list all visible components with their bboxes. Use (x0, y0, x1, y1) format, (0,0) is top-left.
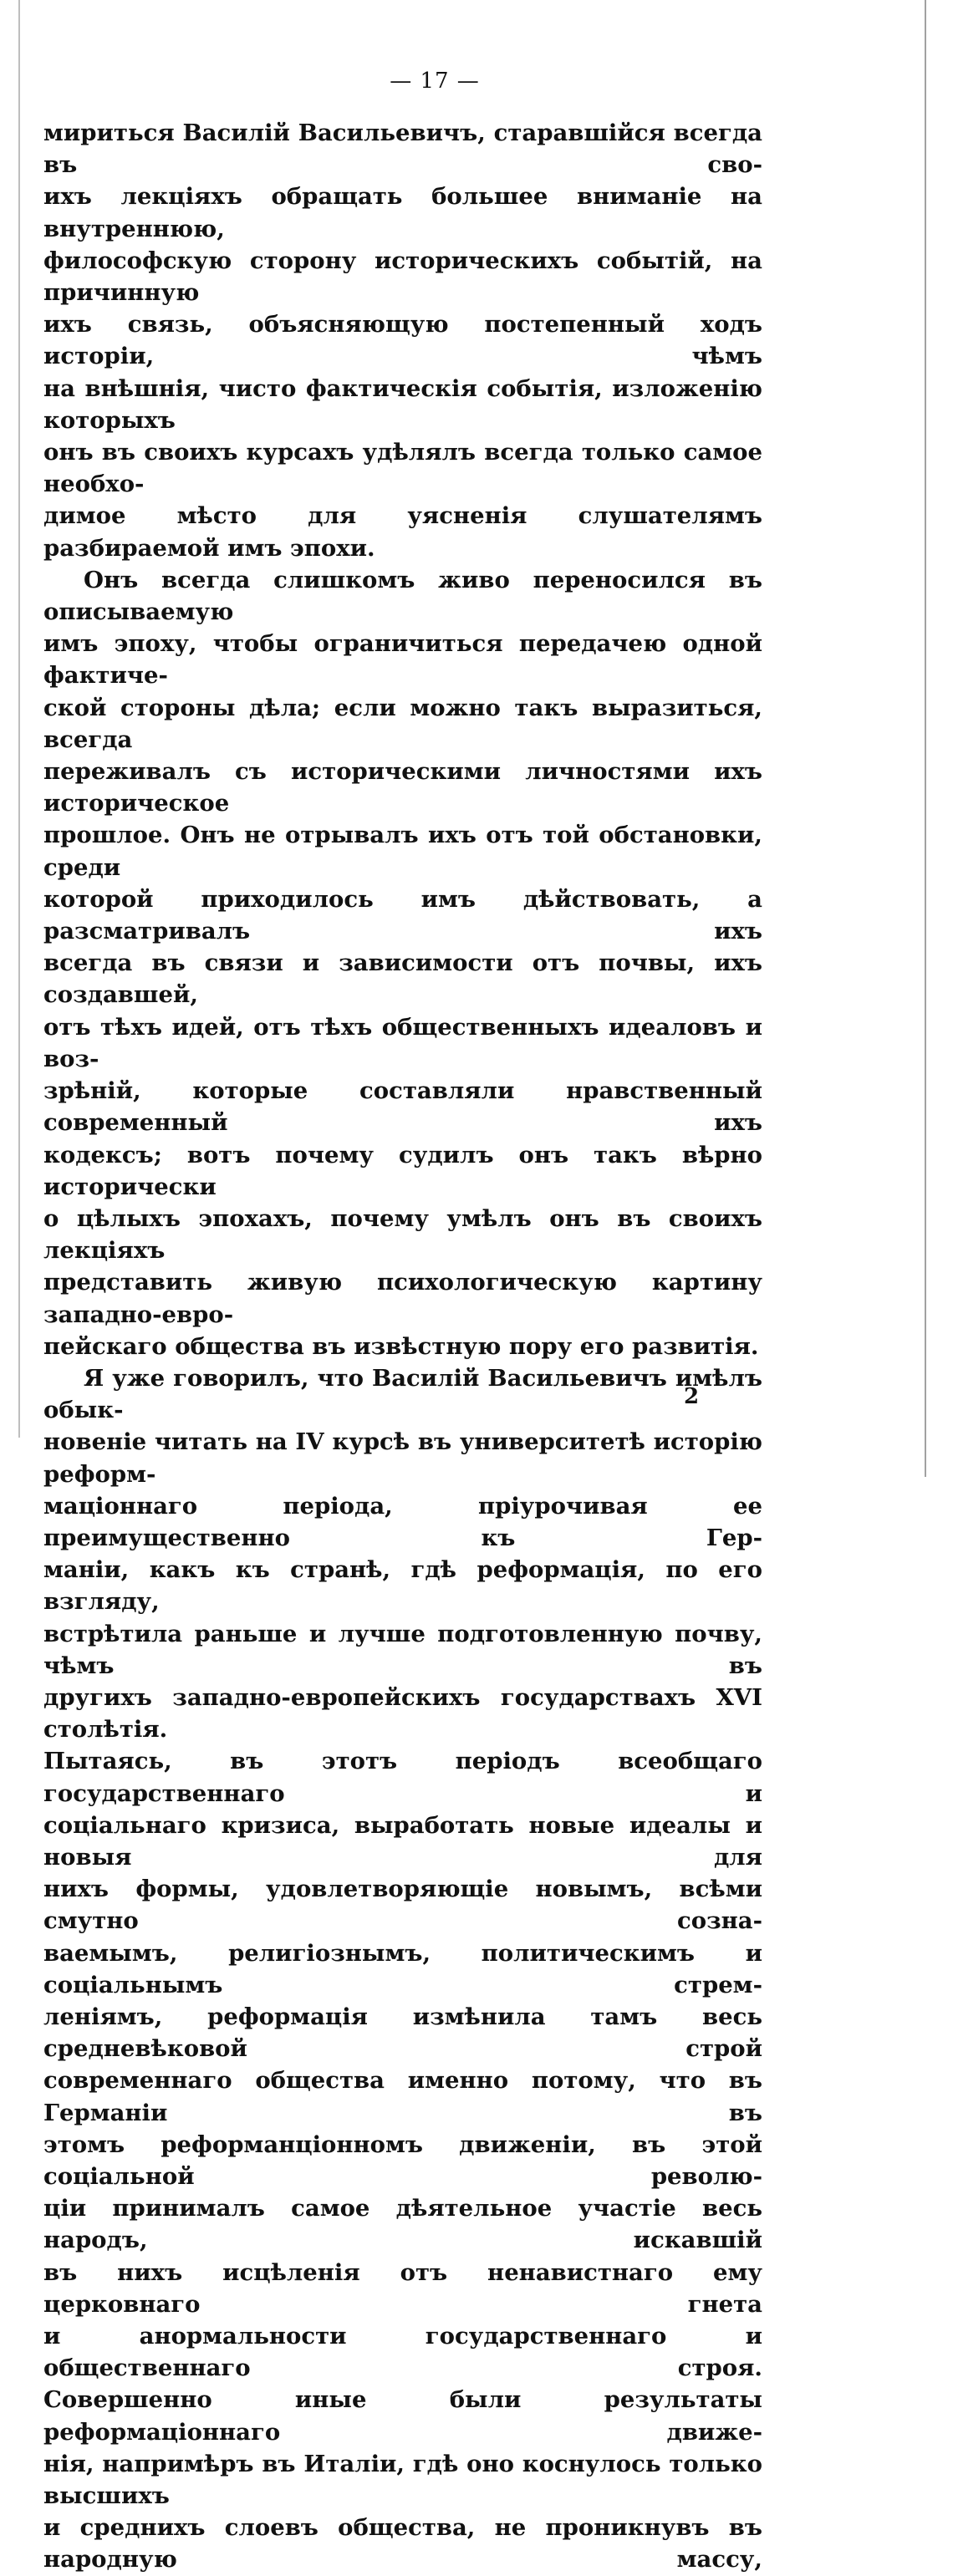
text-line: зрѣній, которые составляли нравственный современный ихъ (43, 1077, 762, 1137)
text-line: Совершенно иные были результаты реформаціоннаго движе- (43, 2386, 762, 2446)
text-line: встрѣтила раньше и лучше подготовленную почву, чѣмъ въ (43, 1620, 762, 1679)
text-line: Пытаясь, въ этотъ періодъ всеобщаго государственнаго и (43, 1748, 762, 1807)
text-line: ціи принималъ самое дѣятельное участіе весь народъ, искавшій (43, 2195, 762, 2254)
signature-mark: 2 (684, 1384, 700, 1409)
text-line: имъ эпоху, чтобы ограничиться передачею одной фактиче- (43, 630, 762, 690)
text-line: димое мѣсто для уясненія слушателямъ разбираемой имъ эпохи. (43, 502, 762, 562)
text-line: философскую сторону историческихъ событій, на причинную (43, 247, 762, 307)
text-line: мириться Василій Васильевичъ, старавшійся всегда въ сво- (43, 120, 762, 179)
text-line: ихъ лекціяхъ обращать большее вниманіе на внутреннюю, (43, 183, 762, 242)
text-line: представить живую психологическую картину западно-евро- (43, 1269, 762, 1328)
text-line: кодексъ; вотъ почему судилъ онъ такъ вѣрно исторически (43, 1141, 762, 1200)
text-line: новеніе читать на IV курсѣ въ университетѣ исторію реформ- (43, 1428, 762, 1488)
text-line: въ нихъ исцѣленія отъ ненавистнаго ему церковнаго гнета (43, 2258, 762, 2318)
text-line: переживалъ съ историческими личностями ихъ историческое (43, 758, 762, 817)
text-line: Я уже говорилъ, что Василій Васильевичъ имѣлъ обык- (43, 1364, 762, 1424)
text-line: нихъ формы, удовлетворяющіе новымъ, всѣми смутно созна- (43, 1876, 762, 1935)
text-line: другихъ западно-европейскихъ государствахъ XVI столѣтія. (43, 1683, 762, 1744)
text-line: Онъ всегда слишкомъ живо переносился въ описываемую (43, 566, 762, 626)
page-number: — 17 — (390, 69, 480, 94)
text-line: нія, напримѣръ въ Италіи, гдѣ оно коснулось только высшихъ (43, 2450, 762, 2510)
text-line: ваемымъ, религіознымъ, политическимъ и соціальнымъ стрем- (43, 1939, 762, 1998)
text-line: и анормальности государственнаго и общественнаго строя. (43, 2323, 762, 2382)
left-scan-edge (18, 0, 20, 1438)
text-line: ихъ связь, объясняющую постепенный ходъ исторіи, чѣмъ (43, 311, 762, 370)
body-text (43, 117, 762, 2576)
right-scan-edge (925, 0, 926, 1477)
text-line: соціальнаго кризиса, выработать новые идеалы и новыя для (43, 1811, 762, 1871)
text-line: современнаго общества именно потому, что въ Германіи въ (43, 2067, 762, 2126)
text-line: на внѣшнія, чисто фактическія событія, изложенію которыхъ (43, 374, 762, 434)
text-line: которой приходилось имъ дѣйствовать, а разсматривалъ ихъ (43, 885, 762, 945)
text-line: всегда въ связи и зависимости отъ почвы, ихъ создавшей, (43, 949, 762, 1009)
text-line: онъ въ своихъ курсахъ удѣлялъ всегда только самое необхо- (43, 439, 762, 498)
text-line: этомъ реформанціонномъ движеніи, въ этой соціальной револю- (43, 2131, 762, 2190)
text-line: леніямъ, реформація измѣнила тамъ весь средневѣковой строй (43, 2003, 762, 2063)
text-line: пейскаго общества въ извѣстную пору его развитія. (43, 1332, 759, 1360)
text-line: и среднихъ слоевъ общества, не проникнувъ въ народную массу, (43, 2514, 762, 2573)
text-line: о цѣлыхъ эпохахъ, почему умѣлъ онъ въ своихъ лекціяхъ (43, 1204, 762, 1265)
text-line: маніи, какъ къ странѣ, гдѣ реформація, по его взгляду, (43, 1556, 762, 1616)
text-line: ской стороны дѣла; если можно такъ выразиться, всегда (43, 694, 762, 753)
text-line: отъ тѣхъ идей, отъ тѣхъ общественныхъ идеаловъ и воз- (43, 1013, 762, 1072)
text-line: прошлое. Онъ не отрывалъ ихъ отъ той обстановки, среди (43, 822, 762, 881)
text-line: маціоннаго періода, пріурочивая ее преимущественно къ Гер- (43, 1492, 762, 1551)
